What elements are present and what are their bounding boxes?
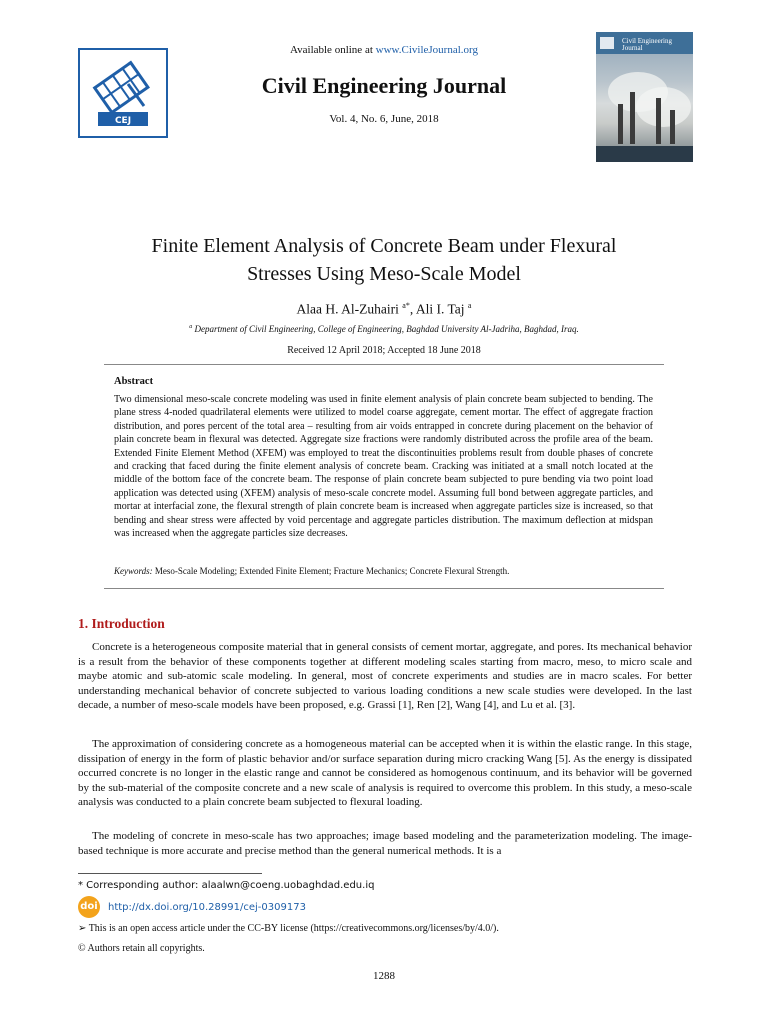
authors <box>0 301 768 318</box>
doi-icon: doi <box>78 896 100 918</box>
footnote-rule <box>78 873 262 874</box>
volume-info: Vol. 4, No. 6, June, 2018 <box>329 113 439 125</box>
abstract-bottom-rule <box>104 588 664 589</box>
affiliation-text: Department of Civil Engineering, College of Engineering, Baghdad University Al-Jadriha, Baghdad, Iraq. <box>192 324 579 334</box>
logo-text: CEJ <box>114 116 132 126</box>
author-2-sup: a <box>467 301 472 310</box>
paragraph-2: The approximation of considering concrete as a homogeneous material can be accepted when it is within the elastic range. In this stage, dissipation of energy in the form of plastic behavior and/or surface separation during micro cracking Wang [5]. As the energy is dissipated occurred concrete is no longer in the elastic range and cannot be considered as homogenous continuum, and its behavior will be governed by the sub-material of the composite concrete and a new scale of analysis is required to overcome this problem. In this study, a meso-scale analysis was conducted to a plain concrete beam subjected to flexural loading. <box>78 738 692 809</box>
journal-title: Civil Engineering Journal <box>261 73 507 98</box>
keywords-list: Meso-Scale Modeling; Extended Finite Element; Fracture Mechanics; Concrete Flexural Strength. <box>152 566 510 576</box>
corresponding-author: * Corresponding author: alaalwn@coeng.uobaghdad.edu.iq <box>78 880 375 891</box>
journal-website-link[interactable]: www.CivileJournal.org <box>375 44 478 56</box>
page-number: 1288 <box>373 970 395 982</box>
paper-title <box>100 232 668 288</box>
received-accepted-dates: Received 12 April 2018; Accepted 18 June 2018 <box>287 345 481 356</box>
paper-title-line-1: Finite Element Analysis of Concrete Beam under Flexural <box>151 235 617 257</box>
author-1-sup: a* <box>402 301 410 310</box>
abstract-text: Two dimensional meso-scale concrete modeling was used in finite element analysis of plain concrete beam subjected to bending. The plane stress 4-noded quadrilateral elements were utilized to model coarse aggregate, cement mortar. The effect of aggregate fraction distribution, and pores percent of the total area – resulting from air voids entrapped in concrete during placement on the behavior of plain concrete beam in flexural was detected. Aggregate size fractions were randomly distributed across the profile area of the beam. Extended Finite Element Method (XFEM) was employed to treat the discontinuities problems result from double phases of concrete and cracking that faced during the finite element analysis of concrete beam. Cracking was initiated at a small notch located at the middle of the bottom face of the concrete beam. The response of plain concrete beam subjected to pure bending via two point load application was detected using (XFEM) analysis of meso-scale concrete model. Assuming full bond between aggregate particles, and mortar at interfacial zone, the flexural strength of plain concrete beam is increased when aggregate particles size is increased, so that bending and shear stress were affected by void percentage and aggregate particles distribution. The maximum deflection at midspan was increased when the aggregate particles size decreases. <box>114 394 653 540</box>
paragraph-1: Concrete is a heterogeneous composite material that in general consists of cement mortar, aggregate, and pores. Its mechanical behavior is a result from the behavior of these components together at different modeling scales starting from macro, meso, to micro scale and maybe atomic and sub-atomic scale modeling. In general, most of concrete experiments and studies are in macro scales. For better understanding mechanical behavior of concrete subjected to various loading conditions a new scale studies were developed. In the last decade, a number of meso-scale models have been proposed, e.g. Grassi [1], Ren [2], Wang [4], and Lu et al. [3]. <box>78 641 692 712</box>
keywords-label: Keywords: <box>114 566 153 576</box>
copyright-note: © Authors retain all copyrights. <box>78 943 205 954</box>
journal-cover-image <box>596 32 693 162</box>
available-prefix: Available online at <box>290 44 376 56</box>
affiliation-sup: a <box>189 324 193 330</box>
doi-link[interactable]: http://dx.doi.org/10.28991/cej-0309173 <box>108 902 306 913</box>
paper-title-line-2: Stresses Using Meso-Scale Model <box>247 263 521 285</box>
author-1: Alaa H. Al-Zuhairi <box>296 301 399 317</box>
cover-title: Civil Engineering Journal <box>622 37 672 52</box>
author-separator: , <box>409 301 416 317</box>
author-2: Ali I. Taj <box>415 301 465 317</box>
abstract-heading: Abstract <box>114 376 154 387</box>
paragraph-3: The modeling of concrete in meso-scale has two approaches; image based modeling and the parameterization modeling. The image-based technique is more accurate and precise method than the general numerical methods. It is a <box>78 830 692 857</box>
section-heading-introduction: 1. Introduction <box>78 616 165 631</box>
keywords <box>114 566 653 576</box>
abstract-top-rule <box>104 364 664 365</box>
license-note: ➢ This is an open access article under the CC-BY license (https://creativecommons.org/licenses/by/4.0/). <box>78 923 499 934</box>
affiliation <box>0 324 768 334</box>
